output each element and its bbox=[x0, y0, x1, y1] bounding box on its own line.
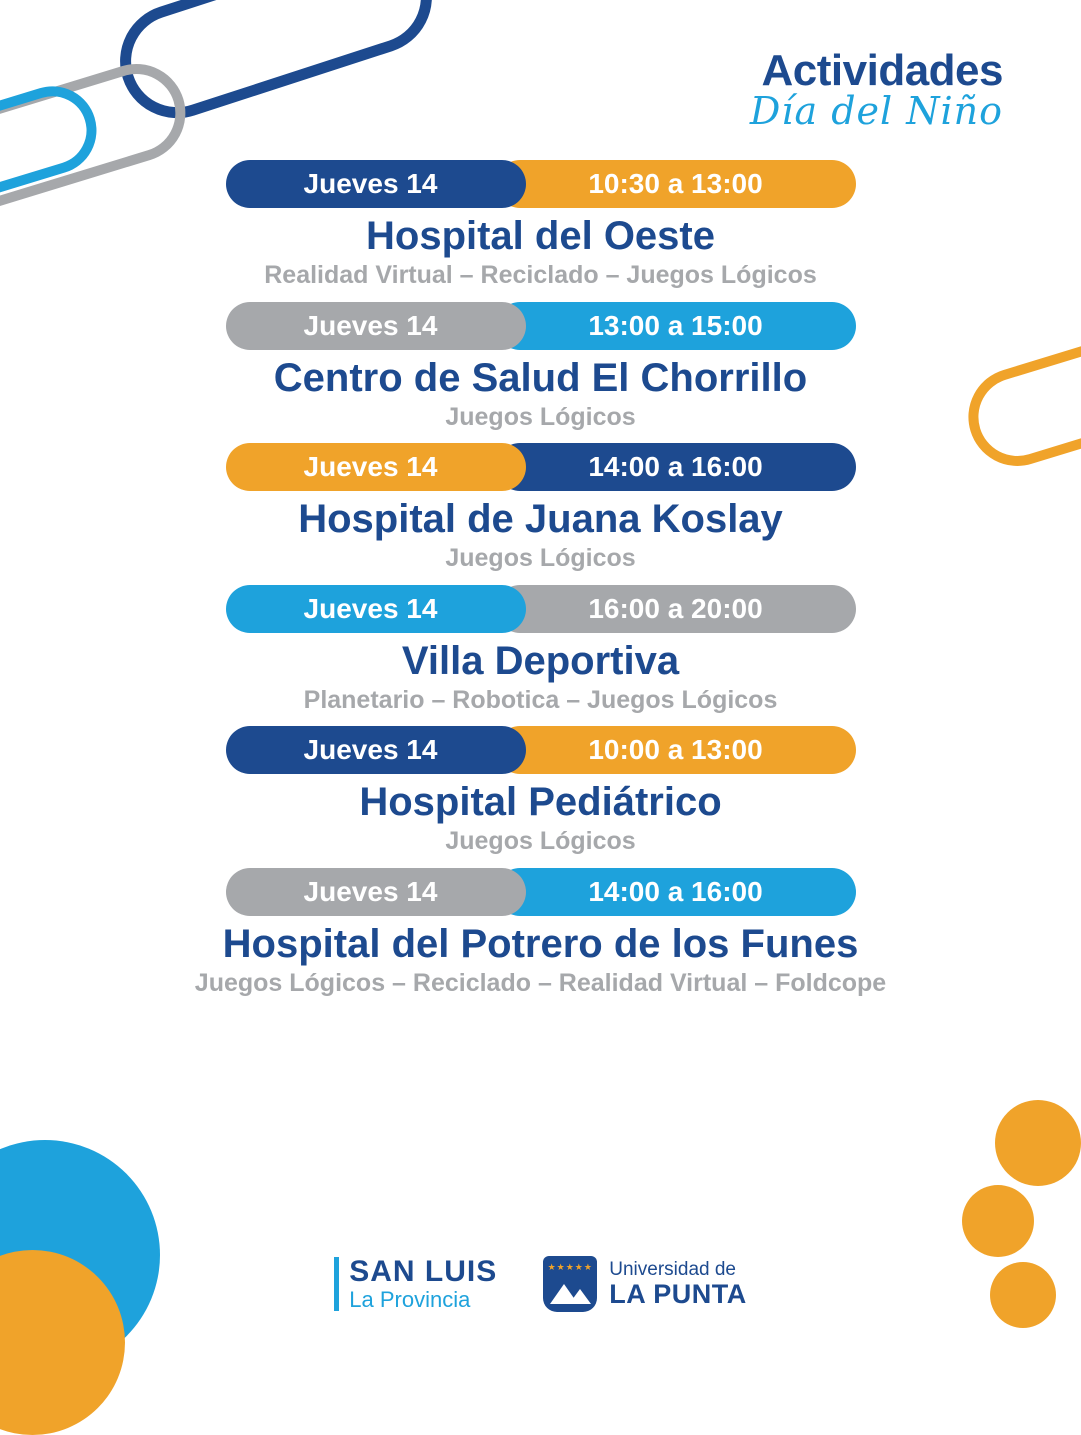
activities-text: Juegos Lógicos bbox=[445, 402, 636, 431]
schedule-entry-tags bbox=[0, 160, 1081, 208]
schedule-entry-tags bbox=[0, 302, 1081, 350]
schedule-entry bbox=[0, 302, 1081, 432]
stars-icon: ★★★★★ bbox=[547, 1262, 593, 1272]
venue-name: Hospital del Oeste bbox=[366, 214, 715, 258]
page-subtitle: Día del Niño bbox=[749, 89, 1003, 134]
day-badge: Jueves 14 bbox=[226, 868, 526, 916]
logo-bar-icon bbox=[334, 1257, 339, 1311]
schedule-entry bbox=[0, 868, 1081, 998]
logo-san-luis bbox=[334, 1256, 497, 1312]
decorative-dot-orange-1 bbox=[995, 1100, 1081, 1186]
mountain-peak-secondary-icon bbox=[569, 1289, 591, 1304]
activities-text: Juegos Lógicos – Reciclado – Realidad Virtual – Foldcope bbox=[194, 968, 887, 997]
page-title: Actividades bbox=[761, 46, 1003, 95]
schedule-entry bbox=[0, 726, 1081, 856]
schedule-entry bbox=[0, 585, 1081, 715]
time-badge: 16:00 a 20:00 bbox=[496, 585, 856, 633]
day-badge: Jueves 14 bbox=[226, 585, 526, 633]
schedule-entry-tags bbox=[0, 443, 1081, 491]
activities-text: Juegos Lógicos bbox=[445, 544, 636, 572]
logo-universidad-la-punta bbox=[543, 1256, 746, 1312]
time-badge: 14:00 a 16:00 bbox=[496, 443, 856, 491]
time-badge: 13:00 a 15:00 bbox=[496, 302, 856, 350]
logo-ulp-line1: Universidad de bbox=[609, 1258, 737, 1280]
day-badge: Jueves 14 bbox=[226, 302, 526, 350]
logo-ulp-line2: LA PUNTA bbox=[609, 1278, 747, 1309]
venue-name: Hospital Pediátrico bbox=[359, 780, 722, 824]
schedule-entry-tags bbox=[0, 726, 1081, 774]
footer-logos bbox=[0, 1256, 1081, 1312]
day-badge: Jueves 14 bbox=[226, 443, 526, 491]
schedule-entry bbox=[0, 160, 1081, 290]
activities-text: Juegos Lógicos bbox=[445, 827, 636, 855]
venue-name: Villa Deportiva bbox=[401, 638, 680, 683]
activities-text: Planetario – Robotica – Juegos Lógicos bbox=[303, 685, 778, 714]
logo-san-luis-line2: La Provincia bbox=[349, 1286, 471, 1312]
decorative-pill-navy bbox=[105, 0, 446, 133]
venue-name: Hospital del Potrero de los Funes bbox=[222, 921, 859, 966]
time-badge: 10:30 a 13:00 bbox=[496, 160, 856, 208]
time-badge: 10:00 a 13:00 bbox=[496, 726, 856, 774]
time-badge: 14:00 a 16:00 bbox=[496, 868, 856, 916]
schedule-entry bbox=[0, 443, 1081, 573]
day-badge: Jueves 14 bbox=[226, 160, 526, 208]
day-badge: Jueves 14 bbox=[226, 726, 526, 774]
schedule-entry-tags bbox=[0, 585, 1081, 633]
venue-name: Hospital de Juana Koslay bbox=[298, 497, 783, 541]
logo-san-luis-line1: SAN LUIS bbox=[349, 1255, 498, 1289]
decorative-circle-cyan bbox=[0, 1140, 160, 1370]
venue-name: Centro de Salud El Chorrillo bbox=[273, 355, 808, 400]
decorative-dot-orange-2 bbox=[962, 1185, 1034, 1257]
poster-header bbox=[750, 48, 1003, 132]
mountain-shield-icon bbox=[543, 1256, 597, 1312]
schedule-list bbox=[0, 160, 1081, 1009]
activities-text: Realidad Virtual – Reciclado – Juegos Lógicos bbox=[264, 261, 817, 289]
schedule-entry-tags bbox=[0, 868, 1081, 916]
